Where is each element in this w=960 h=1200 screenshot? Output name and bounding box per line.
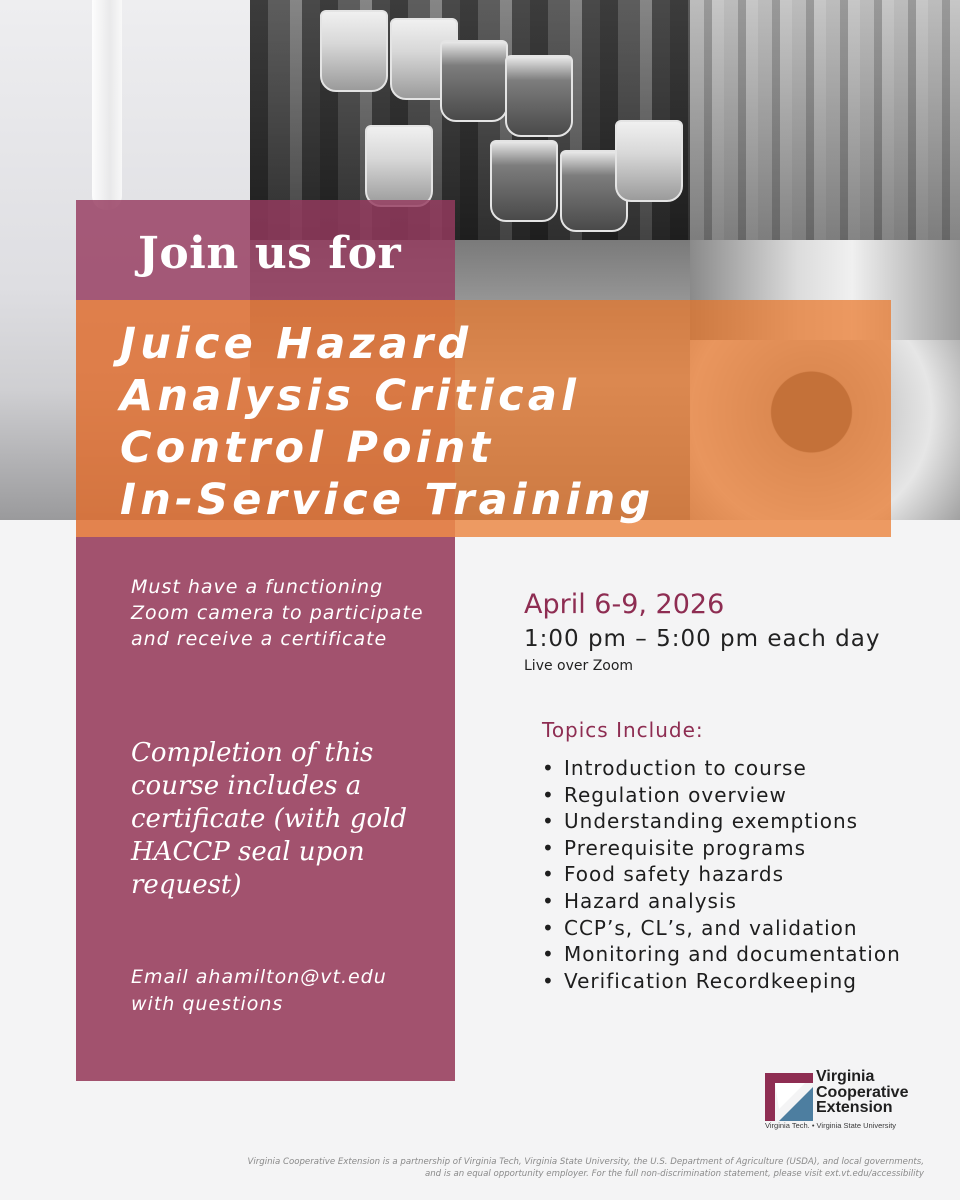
vce-logo-mark-icon bbox=[765, 1069, 813, 1121]
cup-shape bbox=[505, 55, 573, 137]
list-item: • Regulation overview bbox=[542, 782, 901, 809]
list-item: • Food safety hazards bbox=[542, 861, 901, 888]
logo-line: Cooperative bbox=[816, 1083, 909, 1101]
list-item: • Understanding exemptions bbox=[542, 808, 901, 835]
logo-line: Virginia bbox=[816, 1068, 875, 1085]
list-item: • Introduction to course bbox=[542, 755, 901, 782]
bottling-line-photo bbox=[690, 0, 960, 240]
training-title bbox=[120, 318, 654, 526]
event-date: April 6-9, 2026 bbox=[524, 589, 725, 620]
event-location: Live over Zoom bbox=[524, 658, 634, 674]
join-heading: Join us for bbox=[138, 228, 402, 279]
cup-shape bbox=[440, 40, 508, 122]
certificate-text: Completion of this course includes a certificate (with gold HACCP seal upon request) bbox=[131, 738, 408, 900]
list-item: • Monitoring and documentation bbox=[542, 941, 901, 968]
topics-heading: Topics Include: bbox=[542, 718, 704, 742]
topics-list bbox=[542, 755, 901, 994]
cup-shape bbox=[615, 120, 683, 202]
cup-shape bbox=[490, 140, 558, 222]
contact-email-text: Email ahamilton@vt.edu with questions bbox=[131, 966, 387, 1015]
camera-requirement-text: Must have a functioning Zoom camera to participate and receive a certificate bbox=[131, 576, 424, 650]
milk-stream-shape bbox=[92, 0, 122, 210]
title-line: Juice Hazard bbox=[120, 319, 473, 369]
list-item: • Verification Recordkeeping bbox=[542, 968, 901, 995]
title-line: Analysis Critical bbox=[120, 371, 581, 421]
list-item: • CCP’s, CL’s, and validation bbox=[542, 915, 901, 942]
cup-shape bbox=[320, 10, 388, 92]
list-item: • Hazard analysis bbox=[542, 888, 901, 915]
vce-logo bbox=[765, 1069, 930, 1131]
logo-line: Extension bbox=[816, 1099, 893, 1116]
vce-logo-text bbox=[816, 1069, 908, 1116]
cup-shape bbox=[365, 125, 433, 207]
title-line: In-Service Training bbox=[120, 475, 655, 525]
vce-logo-subline: Virginia Tech. • Virginia State University bbox=[765, 1121, 897, 1130]
disclaimer-text: Virginia Cooperative Extension is a partnership of Virginia Tech, Virginia State University, the U.S. Department of Agriculture (USDA), and local governments, and is an equal opportunity employer. For the full non-discrimination statement, please visit ext.vt.edu/accessibility bbox=[247, 1157, 924, 1179]
title-line: Control Point bbox=[120, 423, 495, 473]
list-item: • Prerequisite programs bbox=[542, 835, 901, 862]
event-time: 1:00 pm – 5:00 pm each day bbox=[524, 626, 881, 652]
